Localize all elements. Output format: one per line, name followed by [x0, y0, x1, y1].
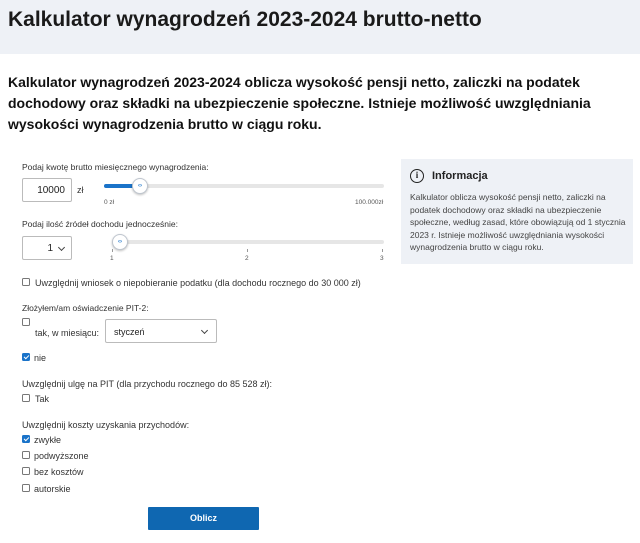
pit2-yes-label: tak, w miesiącu:: [35, 328, 100, 338]
tick-label-2: 2: [245, 255, 249, 262]
page-header: [0, 0, 640, 54]
tick-mark: [112, 249, 113, 252]
cost-option-checkbox[interactable]: [22, 435, 30, 443]
salary-label: Podaj kwotę brutto miesięcznego wynagrodzenia:: [22, 162, 209, 172]
income-sources-select[interactable]: [22, 236, 72, 260]
calculate-button[interactable]: Oblicz: [148, 507, 259, 530]
tick-mark: [247, 249, 248, 252]
pit2-no-checkbox[interactable]: [22, 353, 30, 361]
intro-text: Kalkulator wynagrodzeń 2023-2024 oblicza wysokość pensji netto, zaliczki na podatek dochodowy oraz składki na ubezpieczenie społeczne. Istnieje możliwość uwzględniania wysokości wynagrodzenia brutto w ciągu roku.: [8, 74, 591, 132]
info-title: Informacja: [432, 170, 488, 182]
cost-option-checkbox[interactable]: [22, 484, 30, 492]
income-sources-slider-track[interactable]: [112, 240, 384, 244]
tick-mark: [382, 249, 383, 252]
cost-option-checkbox[interactable]: [22, 451, 30, 459]
income-sources-value: 1: [47, 243, 53, 254]
tick-label-1: 1: [110, 255, 114, 262]
chevron-down-icon: [201, 327, 208, 334]
tax-waiver-label: Uwzględnij wniosek o niepobieranie podatku (dla dochodu rocznego do 30 000 zł): [35, 278, 361, 288]
cost-option-label: bez kosztów: [34, 467, 84, 477]
page-title: Kalkulator wynagrodzeń 2023-2024 brutto-netto: [8, 8, 482, 31]
salary-slider-fill: [104, 184, 134, 188]
tax-waiver-checkbox[interactable]: [22, 278, 30, 286]
tick-label-3: 3: [380, 255, 384, 262]
salary-min-label: 0 zł: [104, 199, 115, 206]
pit-relief-label: Uwzględnij ulgę na PIT (dla przychodu rocznego do 85 528 zł):: [22, 379, 272, 389]
pit2-month-select[interactable]: [105, 319, 217, 343]
income-sources-label: Podaj ilość źródeł dochodu jednocześnie:: [22, 219, 178, 229]
salary-slider-handle[interactable]: ‹›: [132, 178, 148, 194]
pit2-no-label: nie: [34, 353, 47, 363]
salary-input[interactable]: 10000: [22, 178, 72, 202]
pit2-month-value: styczeń: [114, 327, 145, 337]
pit-relief-option: Tak: [35, 394, 50, 404]
info-icon: i: [410, 169, 424, 183]
info-panel: [401, 159, 633, 264]
income-sources-slider-handle[interactable]: ‹›: [112, 234, 128, 250]
pit-relief-checkbox[interactable]: [22, 394, 30, 402]
costs-label: Uwzględnij koszty uzyskania przychodów:: [22, 420, 190, 430]
cost-option-checkbox[interactable]: [22, 467, 30, 475]
info-body: Kalkulator oblicza wysokość pensji netto, zaliczki na podatek dochodowy oraz składki na ubezpieczenie społeczne, według zasad, które obowiązują od 1 stycznia 2023 r. Istnieje możliwość uwzględniania wysokości wynagrodzenia brutto w ciągu roku.: [410, 192, 626, 252]
chevron-down-icon: [58, 244, 65, 251]
pit2-label: Złożyłem/am oświadczenie PIT-2:: [22, 303, 149, 313]
cost-option-label: autorskie: [34, 484, 71, 494]
salary-max-label: 100.000zł: [355, 199, 384, 206]
salary-unit: zł: [77, 185, 84, 195]
cost-option-label: podwyższone: [34, 451, 89, 461]
cost-option-label: zwykłe: [34, 435, 62, 445]
pit2-yes-checkbox[interactable]: [22, 318, 30, 326]
